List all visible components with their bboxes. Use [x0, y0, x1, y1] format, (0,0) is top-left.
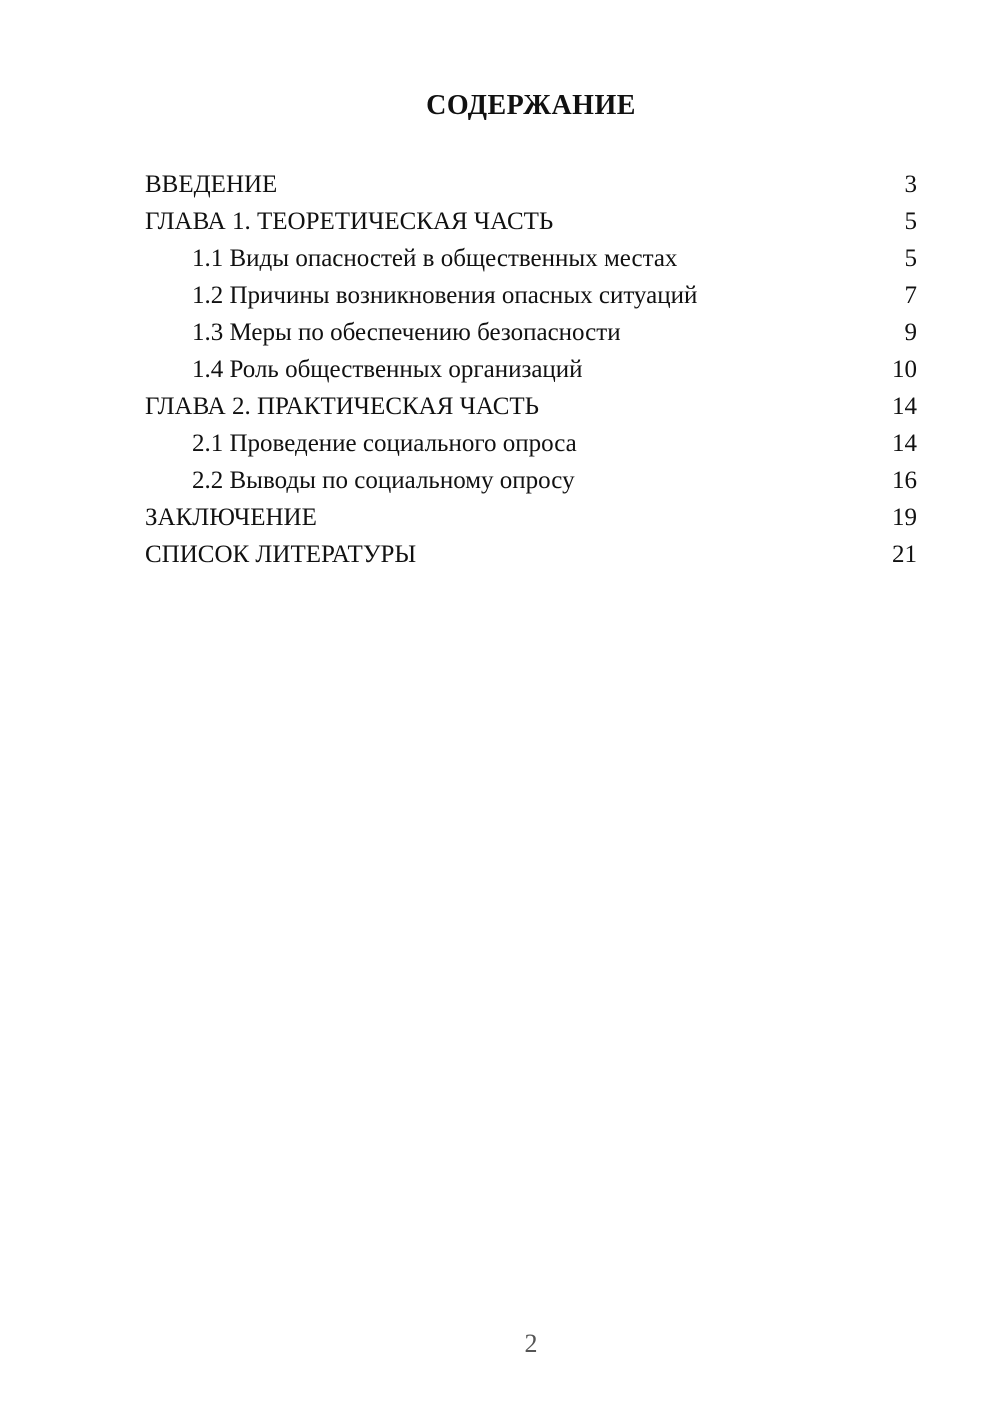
toc-entry-label: 2.1 Проведение социального опроса — [192, 430, 577, 457]
toc-entry-page-number: 10 — [892, 356, 917, 383]
toc-entry — [145, 499, 917, 536]
toc-entry-label: 1.2 Причины возникновения опасных ситуаций — [192, 282, 698, 309]
toc-entry — [145, 351, 917, 388]
toc-entry — [145, 536, 917, 573]
footer-page-number: 2 — [524, 1329, 538, 1358]
toc-entry-label: ГЛАВА 2. ПРАКТИЧЕСКАЯ ЧАСТЬ — [145, 393, 540, 420]
toc-entry-label: СПИСОК ЛИТЕРАТУРЫ — [145, 541, 417, 568]
toc-entry-page-number: 5 — [904, 245, 917, 272]
toc-entry-page-number: 14 — [892, 393, 917, 420]
toc-entry-page-number: 5 — [904, 208, 917, 235]
toc-entry-page-number: 9 — [904, 319, 917, 346]
toc-entry — [145, 425, 917, 462]
toc-entry-label: ЗАКЛЮЧЕНИЕ — [145, 504, 317, 531]
toc-entry-label: 1.3 Меры по обеспечению безопасности — [192, 319, 621, 346]
toc-entry-label: ВВЕДЕНИЕ — [145, 171, 278, 198]
toc-entry — [145, 388, 917, 425]
toc-entry — [145, 240, 917, 277]
toc-entry-label: 1.1 Виды опасностей в общественных местах — [192, 245, 678, 272]
toc-entry — [145, 314, 917, 351]
table-of-contents — [145, 166, 917, 573]
toc-entry-page-number: 7 — [904, 282, 917, 309]
toc-entry-page-number: 19 — [892, 504, 917, 531]
toc-entry — [145, 277, 917, 314]
toc-entry-label: 1.4 Роль общественных организаций — [192, 356, 583, 383]
toc-entry-page-number: 14 — [892, 430, 917, 457]
toc-entry-page-number: 16 — [892, 467, 917, 494]
toc-entry-page-number: 3 — [904, 171, 917, 198]
page-title: СОДЕРЖАНИЕ — [426, 90, 636, 121]
toc-entry — [145, 203, 917, 240]
toc-entry — [145, 166, 917, 203]
toc-entry-label: 2.2 Выводы по социальному опросу — [192, 467, 575, 494]
toc-entry-page-number: 21 — [892, 541, 917, 568]
toc-entry — [145, 462, 917, 499]
toc-entry-label: ГЛАВА 1. ТЕОРЕТИЧЕСКАЯ ЧАСТЬ — [145, 208, 554, 235]
